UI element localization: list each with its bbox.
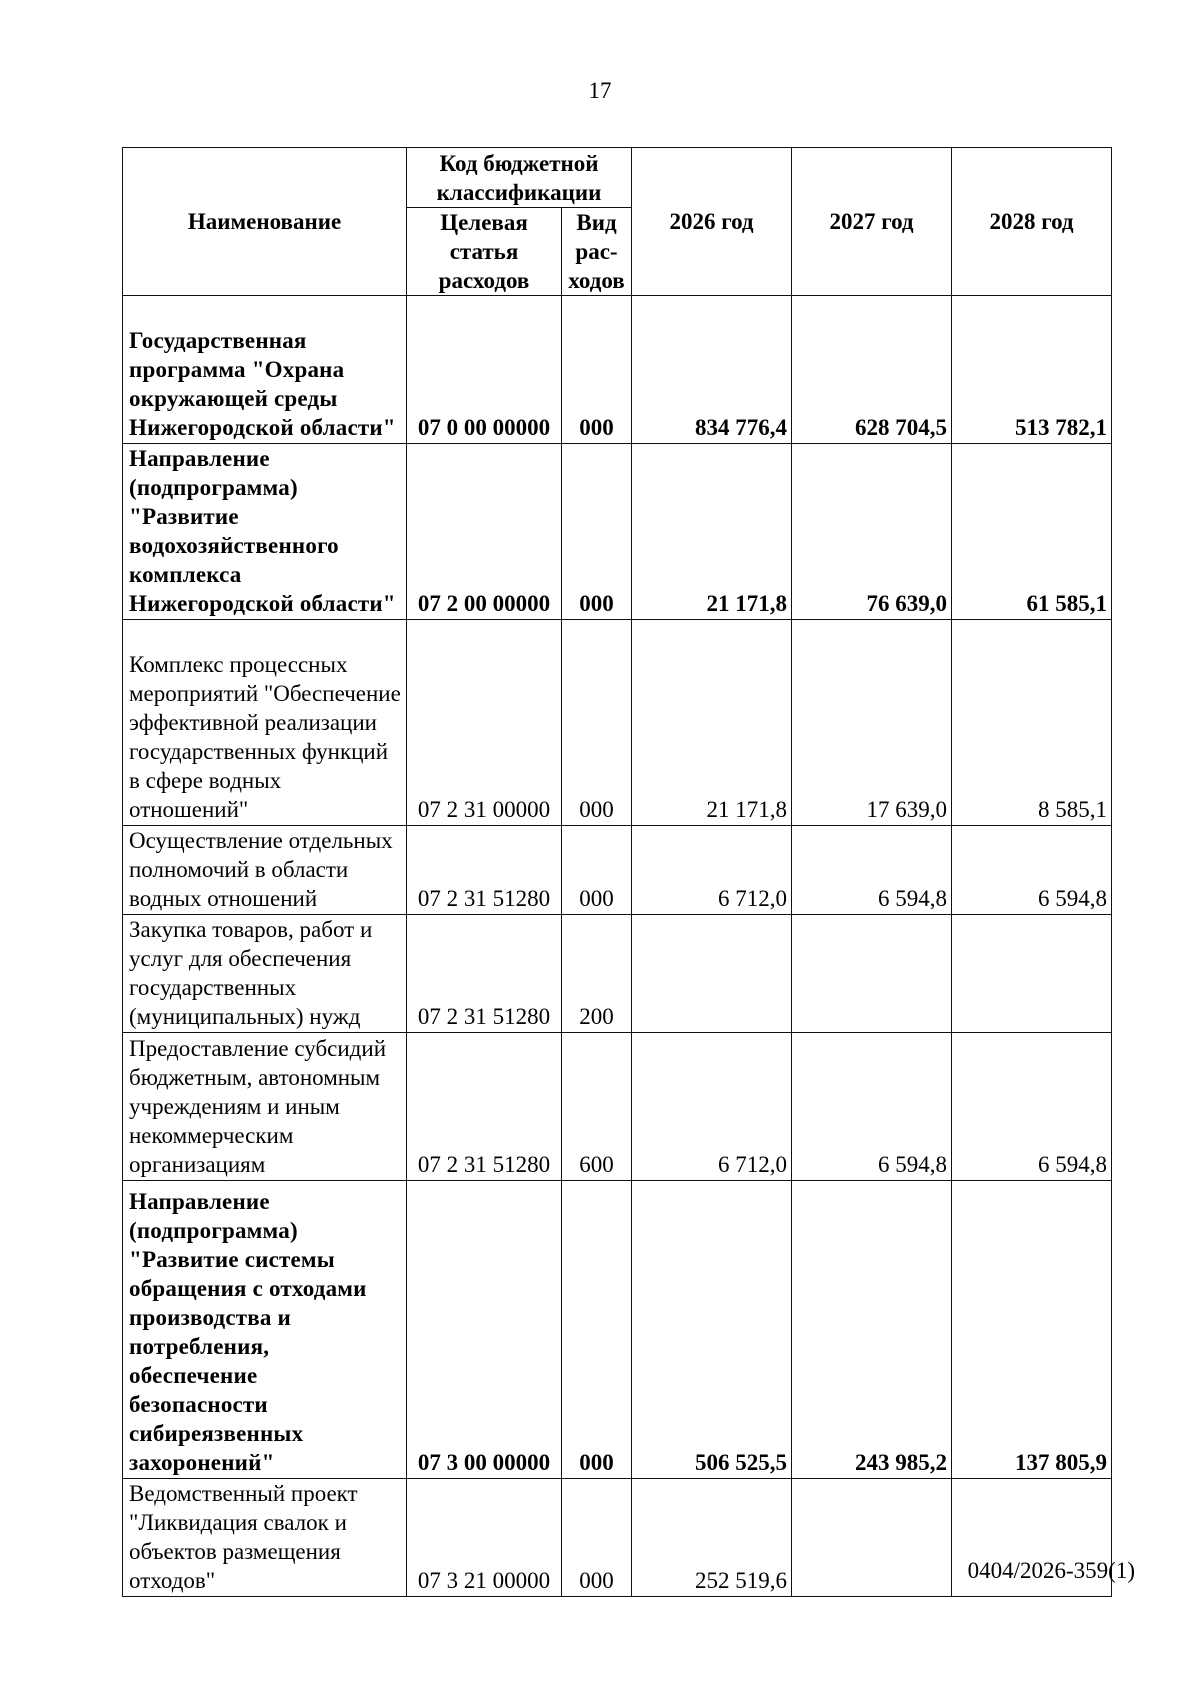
budget-table [122, 147, 1112, 1597]
header-year-2026: 2026 год [632, 148, 792, 296]
row-target-code: 07 2 00 00000 [407, 444, 562, 620]
row-target-code: 07 2 31 51280 [407, 915, 562, 1033]
row-value-2027 [792, 915, 952, 1033]
row-name: Закупка товаров, работ и услуг для обеспечения государственных (муниципальных) нужд [123, 915, 407, 1033]
row-name: Направление (подпрограмма) "Развитие системы обращения с отходами производства и потребления, обеспечение безопасности сибиреязвенных захоронений" [123, 1181, 407, 1479]
row-expense-type: 000 [562, 296, 632, 444]
page-number: 17 [588, 78, 612, 103]
row-target-code: 07 3 21 00000 [407, 1479, 562, 1597]
row-expense-type: 000 [562, 444, 632, 620]
row-expense-type: 600 [562, 1033, 632, 1181]
row-value-2028: 6 594,8 [952, 826, 1112, 915]
document-registration-code: 0404/2026-359(1) [967, 1558, 1135, 1583]
row-name: Комплекс процессных мероприятий "Обеспечение эффективной реализации государственных функций в сфере водных отношений" [123, 620, 407, 826]
row-value-2026: 21 171,8 [632, 620, 792, 826]
row-value-2026: 21 171,8 [632, 444, 792, 620]
row-name: Осуществление отдельных полномочий в области водных отношений [123, 826, 407, 915]
row-target-code: 07 2 31 51280 [407, 1033, 562, 1181]
row-value-2026: 6 712,0 [632, 1033, 792, 1181]
table-row [123, 1479, 1112, 1597]
row-name: Предоставление субсидий бюджетным, автономным учреждениям и иным некоммерческим организациям [123, 1033, 407, 1181]
table-row [123, 1033, 1112, 1181]
row-expense-type: 000 [562, 826, 632, 915]
row-value-2026: 834 776,4 [632, 296, 792, 444]
table-row [123, 915, 1112, 1033]
header-year-2028: 2028 год [952, 148, 1112, 296]
row-value-2027: 6 594,8 [792, 1033, 952, 1181]
row-value-2026 [632, 915, 792, 1033]
table-row [123, 296, 1112, 444]
table-row [123, 620, 1112, 826]
row-expense-type: 000 [562, 1479, 632, 1597]
row-target-code: 07 0 00 00000 [407, 296, 562, 444]
row-target-code: 07 2 31 00000 [407, 620, 562, 826]
row-target-code: 07 2 31 51280 [407, 826, 562, 915]
header-name: Наименование [123, 148, 407, 296]
table-row [123, 826, 1112, 915]
row-value-2028: 6 594,8 [952, 1033, 1112, 1181]
row-value-2027 [792, 1479, 952, 1597]
row-value-2028: 61 585,1 [952, 444, 1112, 620]
row-name: Направление (подпрограмма) "Развитие водохозяйственного комплекса Нижегородской области" [123, 444, 407, 620]
table-row [123, 444, 1112, 620]
row-value-2027: 243 985,2 [792, 1181, 952, 1479]
row-value-2027: 76 639,0 [792, 444, 952, 620]
row-value-2027: 628 704,5 [792, 296, 952, 444]
row-name: Ведомственный проект "Ликвидация свалок и объектов размещения отходов" [123, 1479, 407, 1597]
row-value-2028 [952, 915, 1112, 1033]
row-value-2027: 6 594,8 [792, 826, 952, 915]
header-expense-type: Вид рас-ходов [562, 208, 632, 296]
header-code-group: Код бюджетной классификации [407, 148, 632, 208]
row-value-2026: 506 525,5 [632, 1181, 792, 1479]
row-target-code: 07 3 00 00000 [407, 1181, 562, 1479]
row-expense-type: 000 [562, 620, 632, 826]
row-name: Государственная программа "Охрана окружающей среды Нижегородской области" [123, 296, 407, 444]
row-value-2027: 17 639,0 [792, 620, 952, 826]
row-value-2026: 252 519,6 [632, 1479, 792, 1597]
row-value-2028: 513 782,1 [952, 296, 1112, 444]
row-value-2028: 137 805,9 [952, 1181, 1112, 1479]
row-expense-type: 000 [562, 1181, 632, 1479]
table-row [123, 1181, 1112, 1479]
header-year-2027: 2027 год [792, 148, 952, 296]
row-expense-type: 200 [562, 915, 632, 1033]
header-target-article: Целевая статья расходов [407, 208, 562, 296]
row-value-2026: 6 712,0 [632, 826, 792, 915]
row-value-2028: 8 585,1 [952, 620, 1112, 826]
